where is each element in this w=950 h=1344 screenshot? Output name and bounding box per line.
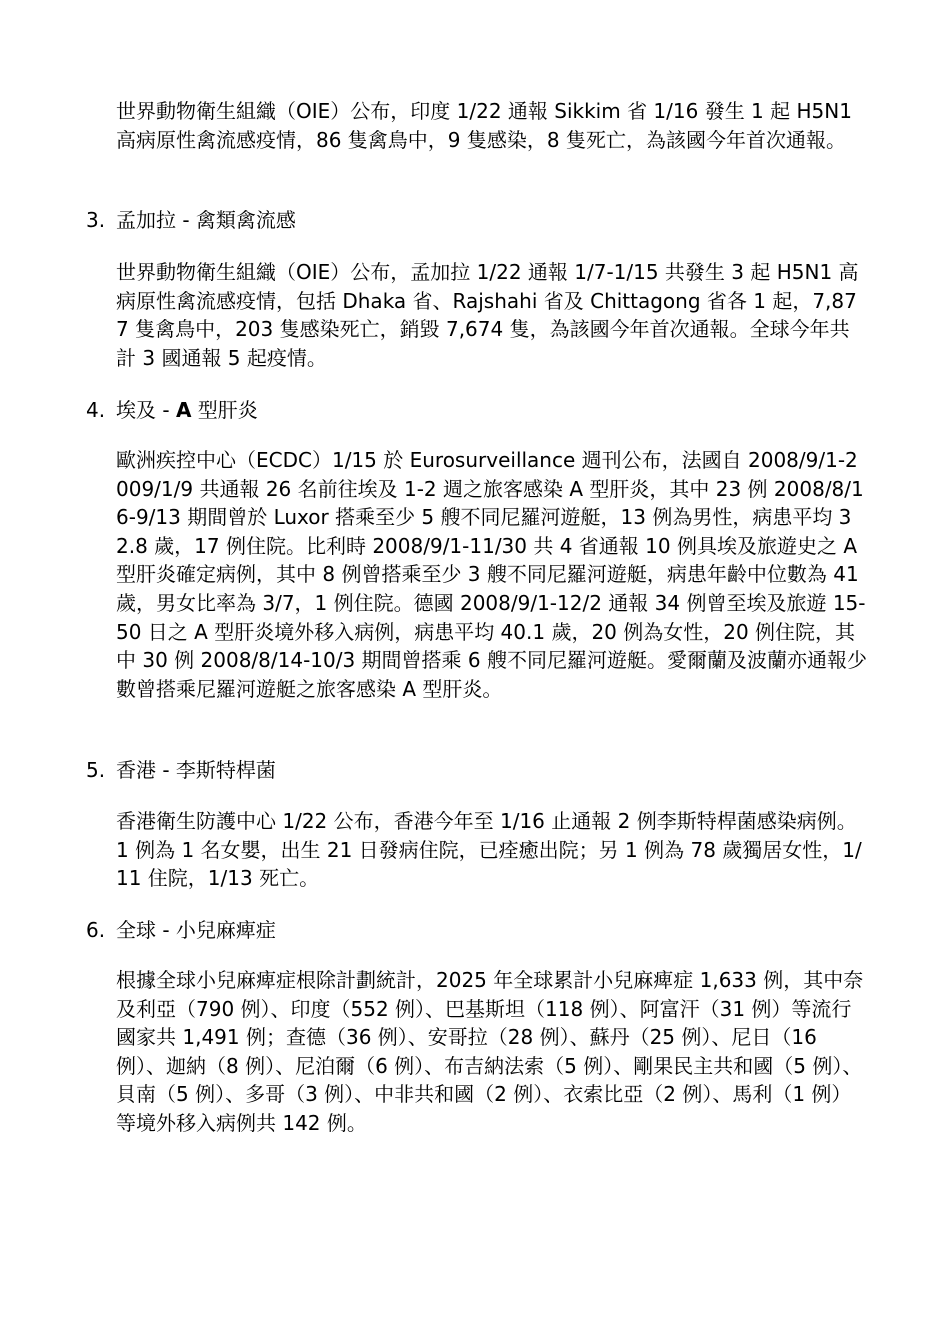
item-4-title-suffix: 型肝炎	[191, 398, 258, 422]
item-5-heading	[86, 756, 276, 784]
item-5-title: 香港 - 李斯特桿菌	[116, 758, 276, 782]
intro-paragraph: 世界動物衛生組織（OIE）公布，印度 1/22 通報 Sikkim 省 1/16 發生 1 起 H5N1 高病原性禽流感疫情，86 隻禽鳥中，9 隻感染，8 隻死亡，為該國今年首次通報。	[116, 99, 852, 152]
item-6-title: 全球 - 小兒麻痺症	[116, 918, 276, 942]
item-6-paragraph: 根據全球小兒麻痺症根除計劃統計，2025 年全球累計小兒麻痺症 1,633 例，其中奈及利亞（790 例）、印度（552 例）、巴基斯坦（118 例）、阿富汗（31 例）等流行國家共 1,491 例；查德（36 例）、安哥拉（28 例）、蘇丹（25 例）、尼日（16 例）、迦納（8 例）、尼泊爾（6 例）、布吉納法索（5 例）、剛果民主共和國（5 例）、貝南（5 例）、多哥（3 例）、中非共和國（2 例）、衣索比亞（2 例）、馬利（1 例）等境外移入病例共 142 例。	[116, 968, 864, 1135]
item-5-number: 5.	[86, 758, 106, 782]
item-3-title: 孟加拉 - 禽類禽流感	[116, 208, 296, 232]
item-3-number: 3.	[86, 208, 106, 232]
item-6-number: 6.	[86, 918, 106, 942]
item-6-heading	[86, 916, 276, 944]
item-4-paragraph: 歐洲疾控中心（ECDC）1/15 於 Eurosurveillance 週刊公布，法國自 2008/9/1-2009/1/9 共通報 26 名前往埃及 1-2 週之旅客感染 A 型肝炎，其中 23 例 2008/8/16-9/13 期間曾於 Luxor 搭乘至少 5 艘不同尼羅河遊艇，13 例為男性，病患平均 32.8 歲，17 例住院。比利時 2008/9/1-11/30 共 4 省通報 10 例具埃及旅遊史之 A 型肝炎確定病例，其中 8 例曾搭乘至少 3 艘不同尼羅河遊艇，病患年齡中位數為 41 歲，男女比率為 3/7，1 例住院。德國 2008/9/1-12/2 通報 34 例曾至埃及旅遊 15-50 日之 A 型肝炎境外移入病例，病患平均 40.1 歲，20 例為女性，20 例住院，其中 30 例 2008/8/14-10/3 期間曾搭乘 6 艘不同尼羅河遊艇。愛爾蘭及波蘭亦通報少數曾搭乘尼羅河遊艇之旅客感染 A 型肝炎。	[116, 448, 867, 701]
item-5-paragraph: 香港衛生防護中心 1/22 公布，香港今年至 1/16 止通報 2 例李斯特桿菌感染病例。1 例為 1 名女嬰，出生 21 日發病住院，已痊癒出院；另 1 例為 78 歲獨居女性，1/11 住院，1/13 死亡。	[116, 809, 862, 891]
item-4-title-bold: A	[175, 398, 192, 422]
item-3-paragraph: 世界動物衛生組織（OIE）公布，孟加拉 1/22 通報 1/7-1/15 共發生 3 起 H5N1 高病原性禽流感疫情，包括 Dhaka 省、Rajshahi 省及 Chittagong 省各 1 起，7,877 隻禽鳥中，203 隻感染死亡，銷毀 7,674 隻，為該國今年首次通報。全球今年共計 3 國通報 5 起疫情。	[116, 260, 859, 370]
item-4-number: 4.	[86, 398, 106, 422]
item-4-heading	[86, 396, 258, 424]
item-3-heading	[86, 206, 296, 234]
item-4-title-prefix: 埃及 -	[116, 398, 176, 422]
